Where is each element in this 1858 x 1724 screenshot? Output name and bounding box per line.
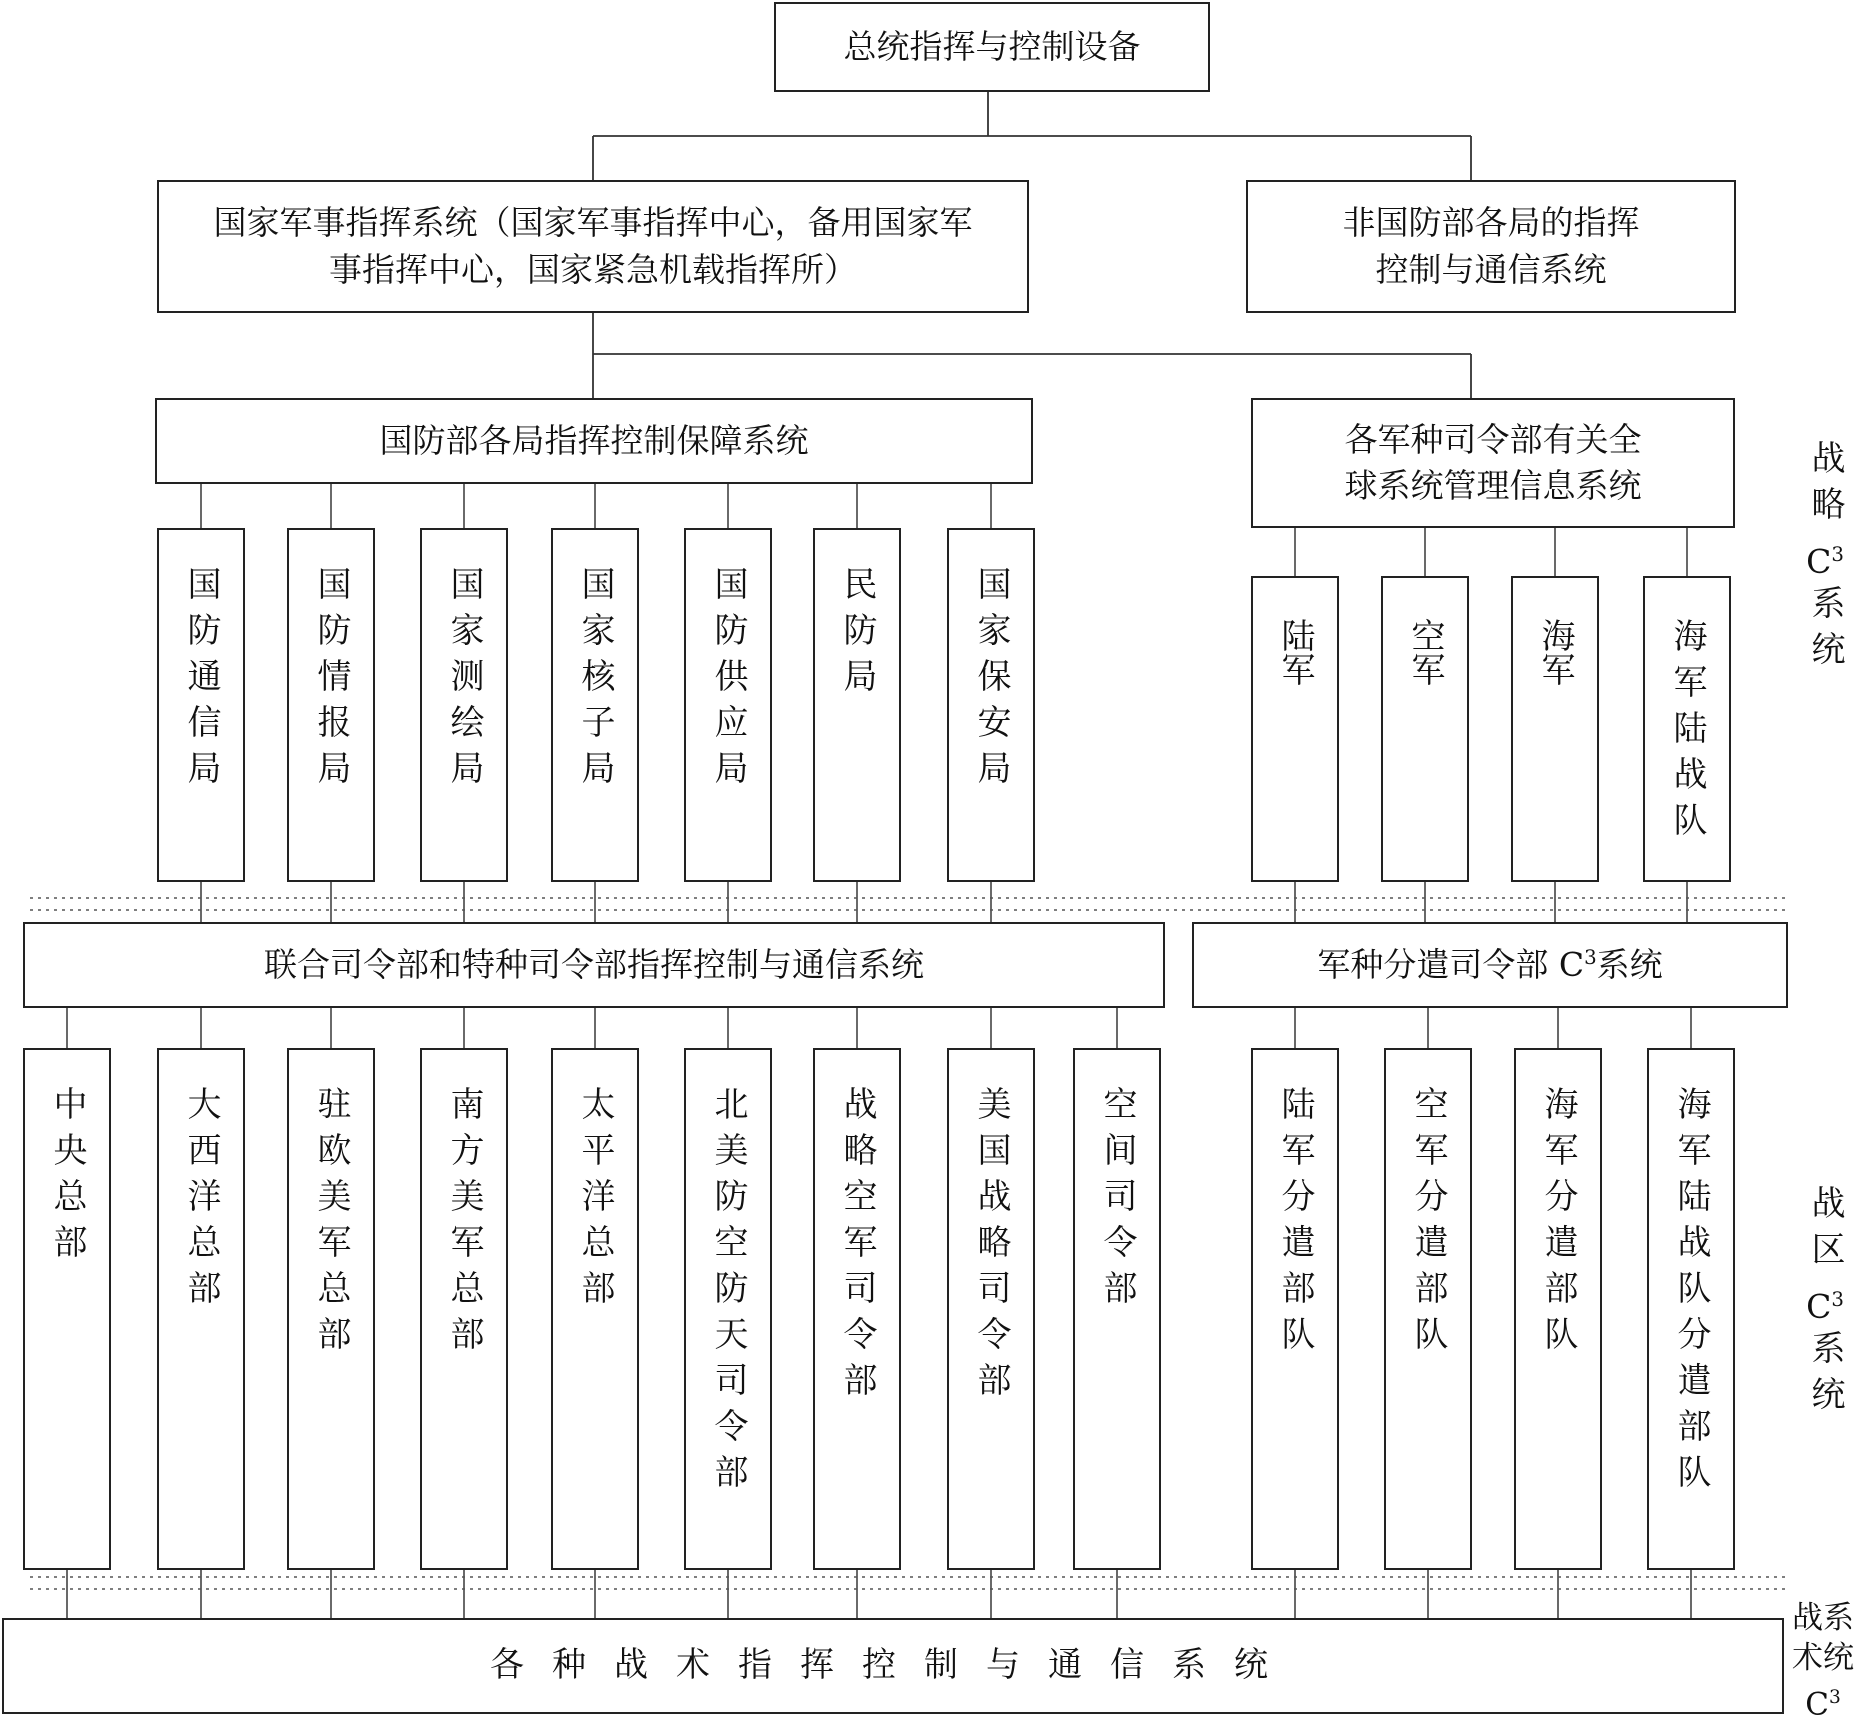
service-component-suffix: 系统	[1596, 944, 1663, 984]
service-box	[1381, 576, 1469, 882]
tactical-systems-label: 各种战术指挥控制与通信系统	[490, 1645, 1296, 1686]
service-component-prefix: 军种分遣司令部 C	[1317, 944, 1585, 984]
detachment-label: 海军陆战队分遣部队	[1671, 1086, 1711, 1500]
service-hq-mis-box	[1251, 398, 1735, 528]
command-box	[813, 1048, 901, 1570]
side-strategic-b: 系统	[1805, 585, 1845, 677]
agency-box	[157, 528, 245, 882]
detachment-label: 海军分遣部队	[1538, 1086, 1578, 1362]
non-dod-line-1: 非国防部各局的指挥	[1342, 203, 1640, 243]
detachment-box	[1647, 1048, 1735, 1570]
unified-specified-commands-box	[23, 922, 1165, 1008]
nmcs-line-1: 国家军事指挥系统（国家军事指挥中心，备用国家军	[213, 203, 973, 243]
side-theater-b: 系统	[1805, 1330, 1845, 1422]
agency-box	[813, 528, 901, 882]
command-label: 北美防空防天司令部	[708, 1086, 748, 1500]
service-box	[1251, 576, 1339, 882]
agency-label: 国防供应局	[708, 566, 748, 796]
command-box	[551, 1048, 639, 1570]
non-dod-agencies-box	[1246, 180, 1736, 313]
service-component-commands-box	[1192, 922, 1788, 1008]
detachment-label: 陆军分遣部队	[1275, 1086, 1315, 1362]
agency-box	[684, 528, 772, 882]
dod-agencies-support-label: 国防部各局指挥控制保障系统	[379, 420, 809, 460]
service-component-sup: 3	[1584, 945, 1597, 969]
command-label: 战略空军司令部	[837, 1086, 877, 1408]
service-hq-line-2: 球系统管理信息系统	[1344, 466, 1642, 505]
side-tactical-r2: 术统	[1792, 1640, 1854, 1676]
side-tactical-r1: 战系	[1792, 1600, 1854, 1636]
agency-box	[420, 528, 508, 882]
command-box	[23, 1048, 111, 1570]
command-box	[684, 1048, 772, 1570]
detachment-label: 空军分遣部队	[1408, 1086, 1448, 1362]
dod-agencies-support-box	[155, 398, 1033, 484]
side-strategic-c: $C^3$	[1806, 542, 1844, 581]
agency-box	[551, 528, 639, 882]
command-label: 中央总部	[47, 1086, 87, 1270]
agency-box	[947, 528, 1035, 882]
service-label: 陆军	[1275, 618, 1315, 686]
service-component-commands-label	[1317, 942, 1662, 988]
agency-label: 国家核子局	[575, 566, 615, 796]
side-label-strategic	[1800, 440, 1850, 677]
agency-label: 国家测绘局	[444, 566, 484, 796]
command-box	[287, 1048, 375, 1570]
command-box	[157, 1048, 245, 1570]
side-theater-a: 战区	[1805, 1185, 1845, 1277]
unified-specified-commands-label: 联合司令部和特种司令部指挥控制与通信系统	[264, 944, 924, 984]
tactical-systems-box	[2, 1618, 1784, 1714]
agency-label: 民防局	[837, 566, 877, 704]
service-hq-line-1: 各军种司令部有关全	[1344, 419, 1642, 459]
command-box	[1073, 1048, 1161, 1570]
non-dod-line-2: 控制与通信系统	[1375, 249, 1607, 289]
command-label: 大西洋总部	[181, 1086, 221, 1316]
service-label: 海军	[1535, 618, 1575, 686]
service-box	[1643, 576, 1731, 882]
presidential-command-box	[774, 2, 1210, 92]
command-box	[947, 1048, 1035, 1570]
side-strategic-a: 战略	[1805, 440, 1845, 532]
side-label-theater	[1800, 1185, 1850, 1422]
command-label: 驻欧美军总部	[311, 1086, 351, 1362]
service-label: 空军	[1405, 618, 1445, 686]
presidential-command-label: 总统指挥与控制设备	[843, 26, 1141, 66]
agency-label: 国家保安局	[971, 566, 1011, 796]
side-tactical-c: $C^3$	[1805, 1686, 1841, 1723]
command-label: 南方美军总部	[444, 1086, 484, 1362]
agency-label: 国防情报局	[311, 566, 351, 796]
detachment-box	[1514, 1048, 1602, 1570]
command-label: 美国战略司令部	[971, 1086, 1011, 1408]
detachment-box	[1251, 1048, 1339, 1570]
agency-box	[287, 528, 375, 882]
side-theater-c: $C^3$	[1806, 1287, 1844, 1326]
detachment-box	[1384, 1048, 1472, 1570]
national-military-command-system-box	[157, 180, 1029, 313]
command-label: 空间司令部	[1097, 1086, 1137, 1316]
nmcs-line-2: 事指挥中心，国家紧急机载指挥所）	[329, 249, 857, 289]
service-label: 海军陆战队	[1667, 618, 1707, 848]
side-label-tactical	[1788, 1598, 1858, 1724]
service-box	[1511, 576, 1599, 882]
command-label: 太平洋总部	[575, 1086, 615, 1316]
agency-label: 国防通信局	[181, 566, 221, 796]
command-box	[420, 1048, 508, 1570]
